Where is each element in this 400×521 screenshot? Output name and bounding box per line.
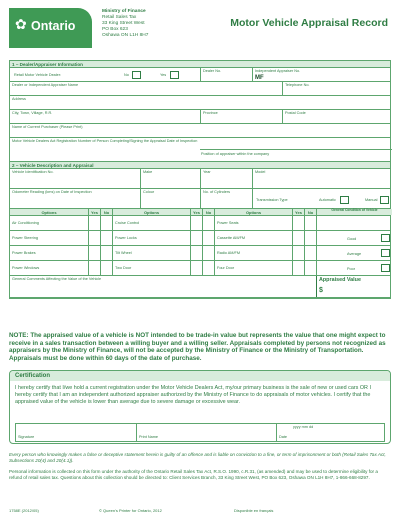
dealer-no-label: Dealer No.: [203, 69, 222, 73]
address-line: Retail Sales Tax: [102, 15, 137, 20]
cylinders-field[interactable]: [200, 189, 252, 208]
purchaser-row: [10, 124, 390, 138]
address-label: Address: [12, 97, 26, 101]
phone-field[interactable]: [282, 82, 392, 95]
name-row: [10, 82, 390, 96]
option-yes-box[interactable]: [292, 246, 304, 260]
header: [9, 6, 391, 60]
automatic-label: Automatic: [319, 198, 336, 202]
options-header: Options: [214, 209, 292, 215]
option-yes-box[interactable]: [190, 231, 202, 245]
vin-field[interactable]: [10, 169, 140, 188]
date-format: yyyy mm dd: [293, 425, 314, 429]
options-row: [10, 231, 390, 246]
printer-credit: © Queen's Printer for Ontario, 2012: [99, 508, 162, 513]
make-field[interactable]: [140, 169, 200, 188]
dealer-row: [10, 68, 390, 82]
condition-checkbox[interactable]: [381, 264, 390, 272]
certification-text: I hereby certify that I/we hold a current registration under the Motor Vehicle Dealers Act, my/our primary business is the sale of new or used cars OR I hereby certify that I am an independent authorized appraiser authorized by the Ministry of Finance to do appraisals of motor vehicles. I certify that the appraised value of the vehicle is lower than average due to severe damage or excessive wear.: [15, 385, 371, 405]
no-header: No: [304, 209, 316, 215]
condition-label: Poor: [347, 267, 356, 271]
city-label: City, Town, Village, R.R.: [12, 111, 53, 115]
option-no-box[interactable]: [202, 261, 214, 275]
condition-checkbox[interactable]: [381, 249, 390, 257]
dealer-yes-checkbox[interactable]: [170, 71, 179, 79]
province-label: Province: [203, 111, 218, 115]
odometer-row: [10, 189, 390, 209]
form-title: Motor Vehicle Appraisal Record: [230, 17, 388, 29]
option-label: Power Seats: [214, 216, 292, 230]
option-no-box[interactable]: [100, 231, 112, 245]
dealer-no-field[interactable]: [200, 68, 252, 81]
condition-label: Good: [347, 237, 357, 241]
option-label: Two Door: [112, 261, 190, 275]
condition-cell: [316, 231, 392, 245]
address-line: 33 King Street West: [102, 21, 145, 26]
option-label: Power Brakes: [12, 251, 36, 255]
registration-field[interactable]: [10, 138, 392, 161]
model-label: Model: [255, 170, 266, 174]
no-header: No: [202, 209, 214, 215]
option-yes-box[interactable]: [88, 261, 100, 275]
address-line: PO Box 623: [102, 27, 128, 32]
city-row: [10, 110, 390, 124]
option-no-box[interactable]: [304, 231, 316, 245]
option-yes-box[interactable]: [88, 231, 100, 245]
appraised-value-field[interactable]: [316, 276, 392, 297]
option-yes-box[interactable]: [292, 231, 304, 245]
section-1-heading: 1 – Dealer/Appraiser Information: [10, 61, 390, 68]
section-2-heading: 2 – Vehicle Description and Appraisal: [10, 162, 390, 169]
appraiser-prefix: MF: [255, 74, 264, 81]
comments-label: General Comments Affecting the Value of the Vehicle: [12, 277, 102, 281]
print-name-label: Print Name: [139, 435, 158, 439]
note-text: NOTE: The appraised value of a vehicle is NOT intended to be trade-in value but represents the value that one might expect to receive in a sales transaction between a willing buyer and a willing seller. Appraisals completed by persons not recognized as appraisers by the Ministry of Finance, will not be accepted by the Ministry of Finance or the Ministry of Transportation. Appraisals must be done within 60 days of the date of purchase.: [9, 332, 386, 362]
option-yes-box[interactable]: [88, 216, 100, 230]
option-label: Cruise Control: [112, 216, 190, 230]
vin-row: [10, 169, 390, 189]
address-row: [10, 96, 390, 110]
no-label: No: [124, 73, 129, 77]
option-no-box[interactable]: [100, 216, 112, 230]
logo-text: Ontario: [31, 19, 76, 33]
condition-cell: [316, 216, 392, 230]
form-number: 1758E (2012/05): [9, 508, 39, 513]
yes-label: Yes: [160, 73, 167, 77]
dealer-name-field[interactable]: [10, 82, 282, 95]
options-row: [10, 246, 390, 261]
signature-field[interactable]: [16, 424, 136, 441]
address-field[interactable]: [10, 96, 392, 109]
postal-field[interactable]: [282, 110, 392, 123]
condition-label: Average: [347, 252, 362, 256]
comments-field[interactable]: [10, 276, 316, 297]
address-line: Oshawa ON L1H 8H7: [102, 33, 149, 38]
divider: [200, 149, 392, 150]
option-yes-box[interactable]: [88, 246, 100, 260]
make-label: Make: [143, 170, 153, 174]
options-header-row: [10, 209, 390, 216]
vin-label: Vehicle Identification No.: [12, 170, 54, 174]
postal-label: Postal Code: [285, 111, 306, 115]
purchaser-label: Name of Current Purchaser (Please Print): [12, 125, 83, 129]
options-row: [10, 261, 390, 276]
option-label: Power Windows: [12, 266, 40, 270]
date-field[interactable]: [276, 424, 384, 441]
date-label: Date: [279, 435, 288, 439]
city-field[interactable]: [10, 110, 200, 123]
condition-cell: [316, 261, 392, 275]
option-label: Power Locks: [112, 231, 190, 245]
certification-box: [9, 370, 391, 444]
option-no-box[interactable]: [202, 246, 214, 260]
general-condition-header: General Condition of Vehicle: [316, 209, 392, 215]
signature-row: [15, 423, 385, 442]
appraiser-no-field[interactable]: [252, 68, 392, 81]
options-header: Options: [112, 209, 190, 215]
option-label: Tilt Wheel: [112, 246, 190, 260]
year-field[interactable]: [200, 169, 252, 188]
colour-label: Colour: [143, 190, 155, 194]
transmission-label: Transmission Type: [256, 198, 288, 202]
retail-dealer-label: Retail Motor Vehicle Dealer:: [14, 73, 62, 77]
dealer-no-checkbox[interactable]: [132, 71, 141, 79]
option-no-box[interactable]: [304, 246, 316, 260]
option-no-box[interactable]: [100, 261, 112, 275]
position-label: Position of appraiser within the company: [201, 152, 270, 156]
trillium-icon: ✿: [15, 16, 27, 32]
option-label: Air Conditioning: [12, 221, 39, 225]
option-yes-box[interactable]: [292, 261, 304, 275]
retail-dealer-cell: [10, 68, 200, 81]
condition-checkbox[interactable]: [381, 234, 390, 242]
warning-text: Every person who knowingly makes a false or deceptive statement herein is guilty of an offence and is liable on conviction to a fine, or term of imprisonment or both (Retail Sales Tax Act, Subsections 20(4) and 20(4.1)).: [9, 452, 386, 463]
options-rows: [10, 216, 390, 276]
option-yes-box[interactable]: [292, 216, 304, 230]
appraiser-no-label: Independent Appraiser No.: [255, 69, 301, 73]
footer-bar: [9, 508, 391, 514]
manual-checkbox[interactable]: [380, 196, 389, 204]
colour-field[interactable]: [140, 189, 200, 208]
option-label: Radio AM/FM: [214, 246, 292, 260]
options-header: Options: [10, 209, 88, 215]
option-no-box[interactable]: [202, 231, 214, 245]
signature-label: Signature: [18, 435, 35, 439]
appraised-value-label: Appraised Value: [319, 277, 361, 283]
privacy-text: Personal information is collected on this form under the authority of the Ontario Retail Sales Tax Act, R.S.O. 1990, c.R.31, (as amended) and may be used to determine eligibility for a refund of retail sales tax. Questions about this collection should be directed to: Client Services Branch, 33 King Street West, PO Box 623, Oshawa ON L1H 8H7, 1-866-668-8297.: [9, 469, 378, 480]
registration-label: Motor Vehicle Dealers Act Registration Number of Person Completing/Signing the Appraisal Date of Inspection: [12, 139, 198, 143]
ontario-logo: [9, 8, 92, 48]
purchaser-field[interactable]: [10, 124, 392, 137]
ministry-name: Ministry of Finance: [102, 9, 146, 14]
yes-header: Yes: [88, 209, 100, 215]
model-field[interactable]: [252, 169, 392, 188]
option-label: Cassette AM/FM: [214, 231, 292, 245]
no-header: No: [100, 209, 112, 215]
dollar-sign: $: [319, 287, 323, 294]
option-yes-box[interactable]: [190, 216, 202, 230]
cylinders-label: No. of Cylinders: [203, 190, 231, 194]
manual-label: Manual: [365, 198, 378, 202]
print-name-field[interactable]: [136, 424, 276, 441]
registration-row: [10, 138, 390, 162]
option-label: Four Door: [214, 261, 292, 275]
province-field[interactable]: [200, 110, 282, 123]
certification-heading: Certification: [10, 371, 390, 381]
option-no-box[interactable]: [100, 246, 112, 260]
yes-header: Yes: [190, 209, 202, 215]
ministry-address: [102, 9, 148, 39]
year-label: Year: [203, 170, 211, 174]
transmission-cell: [252, 189, 392, 208]
option-no-box[interactable]: [304, 216, 316, 230]
yes-header: Yes: [292, 209, 304, 215]
main-form: [9, 60, 391, 299]
odometer-field[interactable]: [10, 189, 140, 208]
option-yes-box[interactable]: [190, 246, 202, 260]
automatic-checkbox[interactable]: [340, 196, 349, 204]
comments-row: [10, 276, 390, 298]
option-label: Power Steering: [12, 236, 38, 240]
dealer-name-label: Dealer or Independent Appraiser Name: [12, 83, 79, 87]
condition-cell: [316, 246, 392, 260]
option-no-box[interactable]: [202, 216, 214, 230]
french-availability: Disponible en français: [234, 508, 274, 513]
option-yes-box[interactable]: [190, 261, 202, 275]
phone-label: Telephone No.: [285, 83, 310, 87]
options-row: [10, 216, 390, 231]
option-no-box[interactable]: [304, 261, 316, 275]
odometer-label: Odometer Reading (kms) on Date of Inspection: [12, 190, 92, 194]
